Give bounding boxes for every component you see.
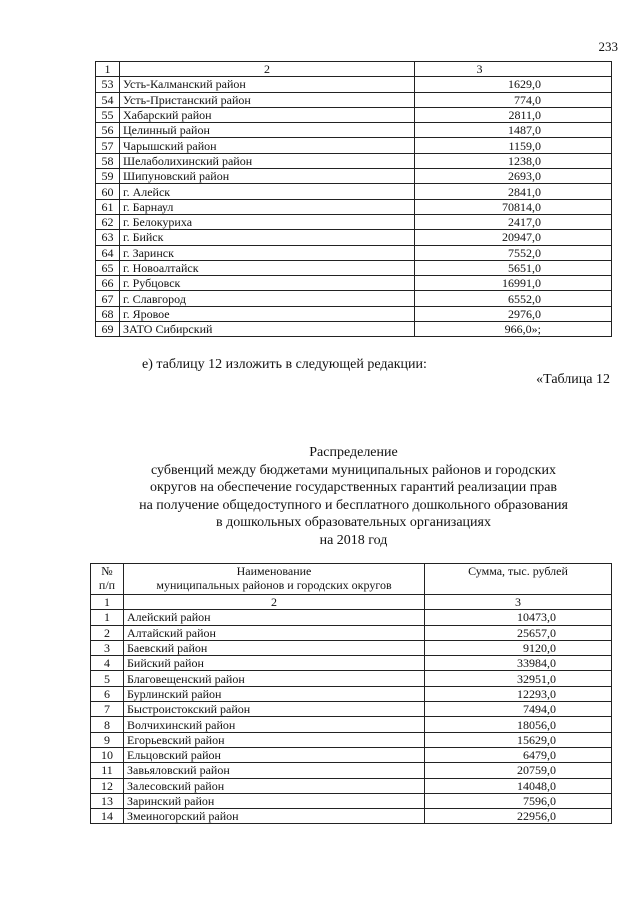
table-row [96, 123, 612, 138]
row-number: 7 [91, 702, 124, 717]
table-row [91, 656, 612, 671]
row-amount: 15629,0 [425, 732, 612, 747]
row-amount: 966,0»; [415, 322, 612, 337]
row-name: Егорьевский район [124, 732, 425, 747]
table-row [96, 276, 612, 291]
row-amount: 7596,0 [425, 793, 612, 808]
row-name: Алтайский район [124, 625, 425, 640]
table-reference: «Таблица 12 [536, 372, 610, 387]
row-number: 8 [91, 717, 124, 732]
title-line: в дошкольных образовательных организациях [216, 515, 491, 530]
table-row [96, 322, 612, 337]
page-number: 233 [598, 39, 618, 54]
row-amount: 33984,0 [425, 656, 612, 671]
row-amount: 6479,0 [425, 747, 612, 762]
row-name: Алейский район [124, 610, 425, 625]
row-amount: 22956,0 [425, 809, 612, 824]
column-number: 3 [425, 595, 612, 610]
table-row [96, 153, 612, 168]
table-row [91, 686, 612, 701]
row-amount: 9120,0 [425, 640, 612, 655]
amendment-paragraph: е) таблицу 12 изложить в следующей редакции: [142, 357, 427, 372]
row-name: Целинный район [120, 123, 415, 138]
table-row [96, 199, 612, 214]
row-name: г. Алейск [120, 184, 415, 199]
table-row [91, 640, 612, 655]
row-number: 66 [96, 276, 120, 291]
row-number: 13 [91, 793, 124, 808]
row-amount: 10473,0 [425, 610, 612, 625]
table-row [91, 809, 612, 824]
row-name: Бурлинский район [124, 686, 425, 701]
distribution-table [90, 563, 612, 824]
row-name: Шелаболихинский район [120, 153, 415, 168]
table-row [96, 260, 612, 275]
row-number: 9 [91, 732, 124, 747]
row-number: 59 [96, 169, 120, 184]
row-amount: 1487,0 [415, 123, 612, 138]
row-name: Чарышский район [120, 138, 415, 153]
table-row [91, 778, 612, 793]
row-name: Благовещенский район [124, 671, 425, 686]
table-row [91, 793, 612, 808]
table-row [91, 747, 612, 762]
row-number: 5 [91, 671, 124, 686]
table-row [96, 169, 612, 184]
row-name: Усть-Пристанский район [120, 92, 415, 107]
table-row [96, 230, 612, 245]
row-amount: 2693,0 [415, 169, 612, 184]
row-name: г. Заринск [120, 245, 415, 260]
header-number-line: № [101, 564, 113, 578]
row-number: 65 [96, 260, 120, 275]
header-number [91, 564, 124, 595]
row-number: 61 [96, 199, 120, 214]
row-amount: 7494,0 [425, 702, 612, 717]
row-amount: 14048,0 [425, 778, 612, 793]
column-number: 1 [91, 595, 124, 610]
title-line: округов на обеспечение государственных гарантий реализации прав [149, 480, 558, 495]
row-name: г. Славгород [120, 291, 415, 306]
row-number: 56 [96, 123, 120, 138]
row-number: 1 [91, 610, 124, 625]
row-number: 67 [96, 291, 120, 306]
row-amount: 2417,0 [415, 214, 612, 229]
row-name: г. Рубцовск [120, 276, 415, 291]
table-row [96, 138, 612, 153]
header-number-line: п/п [98, 578, 116, 592]
table-row [91, 625, 612, 640]
row-amount: 2976,0 [415, 306, 612, 321]
row-number: 62 [96, 214, 120, 229]
row-name: Хабарский район [120, 107, 415, 122]
row-name: г. Белокуриха [120, 214, 415, 229]
table-row [91, 717, 612, 732]
row-amount: 18056,0 [425, 717, 612, 732]
row-name: Шипуновский район [120, 169, 415, 184]
row-number: 3 [91, 640, 124, 655]
table-title [95, 444, 612, 549]
row-name: г. Яровое [120, 306, 415, 321]
row-name: ЗАТО Сибирский [120, 322, 415, 337]
row-amount: 774,0 [415, 92, 612, 107]
row-number: 57 [96, 138, 120, 153]
row-amount: 6552,0 [415, 291, 612, 306]
header-col-1: 1 [96, 62, 120, 77]
row-number: 68 [96, 306, 120, 321]
header-name-line: муниципальных районов и городских округов [156, 578, 392, 592]
row-name: Ельцовский район [124, 747, 425, 762]
row-name: Завьяловский район [124, 763, 425, 778]
table-row [96, 77, 612, 92]
table-row [96, 245, 612, 260]
table-row [91, 610, 612, 625]
table-row [91, 702, 612, 717]
table-continuation [95, 61, 612, 337]
table-row [96, 107, 612, 122]
row-number: 2 [91, 625, 124, 640]
row-name: Змеиногорский район [124, 809, 425, 824]
table-header-row [96, 62, 612, 77]
row-amount: 7552,0 [415, 245, 612, 260]
row-number: 54 [96, 92, 120, 107]
title-line: на получение общедоступного и бесплатного дошкольного образования [139, 497, 568, 513]
row-amount: 2811,0 [415, 107, 612, 122]
row-name: Усть-Калманский район [120, 77, 415, 92]
row-amount: 1629,0 [415, 77, 612, 92]
table-row [96, 184, 612, 199]
table-row [91, 671, 612, 686]
row-amount: 1238,0 [415, 153, 612, 168]
row-number: 11 [91, 763, 124, 778]
row-name: Заринский район [124, 793, 425, 808]
column-number: 2 [124, 595, 425, 610]
table-row [96, 92, 612, 107]
row-amount: 1159,0 [415, 138, 612, 153]
row-name: г. Бийск [120, 230, 415, 245]
row-number: 69 [96, 322, 120, 337]
row-number: 6 [91, 686, 124, 701]
row-name: Бийский район [124, 656, 425, 671]
row-name: Залесовский район [124, 778, 425, 793]
table-header-row [91, 564, 612, 595]
row-number: 12 [91, 778, 124, 793]
row-name: Баевский район [124, 640, 425, 655]
table-row [96, 214, 612, 229]
row-amount: 5651,0 [415, 260, 612, 275]
row-amount: 2841,0 [415, 184, 612, 199]
header-name-line: Наименование [236, 564, 312, 578]
row-amount: 20947,0 [415, 230, 612, 245]
header-col-2: 2 [120, 62, 415, 77]
row-amount: 70814,0 [415, 199, 612, 214]
row-number: 64 [96, 245, 120, 260]
title-line: на 2018 год [319, 532, 388, 548]
table-row [91, 763, 612, 778]
row-number: 10 [91, 747, 124, 762]
row-amount: 32951,0 [425, 671, 612, 686]
row-number: 60 [96, 184, 120, 199]
row-number: 63 [96, 230, 120, 245]
row-number: 53 [96, 77, 120, 92]
row-name: г. Новоалтайск [120, 260, 415, 275]
row-name: Быстроистокский район [124, 702, 425, 717]
header-col-3: 3 [415, 62, 612, 77]
title-line: субвенций между бюджетами муниципальных районов и городских [151, 462, 556, 478]
table-row [96, 306, 612, 321]
header-sum: Сумма, тыс. рублей [425, 564, 612, 595]
table-row [91, 732, 612, 747]
row-number: 14 [91, 809, 124, 824]
title-line: Распределение [309, 445, 398, 460]
row-number: 55 [96, 107, 120, 122]
row-number: 58 [96, 153, 120, 168]
row-number: 4 [91, 656, 124, 671]
row-amount: 20759,0 [425, 763, 612, 778]
column-number-row [91, 595, 612, 610]
header-name [124, 564, 425, 595]
row-amount: 25657,0 [425, 625, 612, 640]
table-row [96, 291, 612, 306]
row-amount: 16991,0 [415, 276, 612, 291]
row-amount: 12293,0 [425, 686, 612, 701]
row-name: Волчихинский район [124, 717, 425, 732]
row-name: г. Барнаул [120, 199, 415, 214]
